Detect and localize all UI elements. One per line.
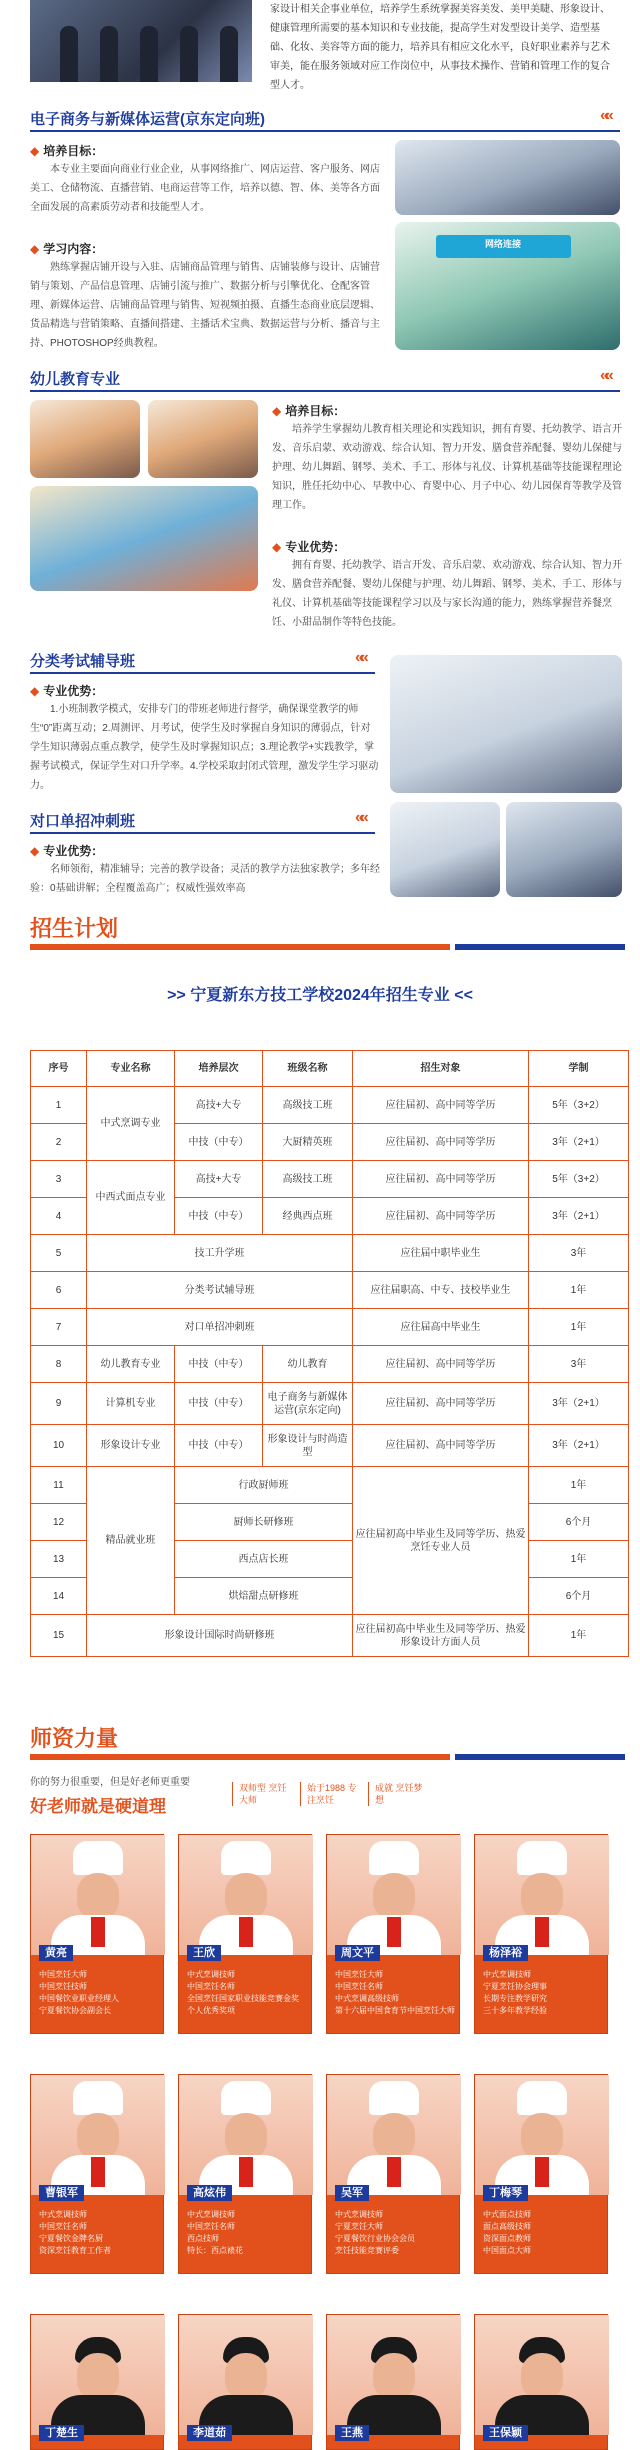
- table-cell: 应往届中职毕业生: [353, 1235, 529, 1272]
- plan-heading: 招生计划: [30, 916, 119, 941]
- stripe-red: [30, 944, 450, 950]
- table-cell: 高技+大专: [175, 1087, 263, 1124]
- table-row: [31, 1425, 629, 1467]
- top-paragraph: 家设计相关企事业单位，培养学生系统掌握美容美发、美甲美睫、形象设计、健康管理所需要的基本知识和专业技能，提高学生对发型设计美学、造型基础、化妆、美容等方面的能力，培养具有相应文化水平，良好职业素养与艺术审美，能在服务领域对应工作岗位中，从事技术操作、营销和管理工作的复合型人才。: [270, 4, 610, 91]
- exam-title: 分类考试辅导班: [30, 653, 136, 670]
- table-row: [31, 1309, 629, 1346]
- table-cell: 14: [31, 1578, 87, 1615]
- tag: 成就 烹饪梦想: [368, 1782, 428, 1806]
- teacher-name: 王燕: [335, 2425, 369, 2441]
- table-cell: 西点店长班: [175, 1541, 353, 1578]
- table-cell: 形象设计国际时尚研修班: [87, 1615, 353, 1657]
- table-cell: 厨师长研修班: [175, 1504, 353, 1541]
- table-cell: 3年（2+1）: [529, 1383, 629, 1425]
- table-cell: 1年: [529, 1467, 629, 1504]
- table-cell: 应往届高中毕业生: [353, 1309, 529, 1346]
- teacher-card: [474, 1834, 608, 2034]
- table-cell: 3年（2+1）: [529, 1124, 629, 1161]
- student-figure: [180, 26, 198, 82]
- header-cell: 专业名称: [87, 1051, 175, 1087]
- table-cell: 4: [31, 1198, 87, 1235]
- teachers-heading: 师资力量: [30, 1726, 119, 1751]
- teacher-portrait: [475, 2315, 609, 2435]
- teacher-card: [326, 2074, 460, 2274]
- teacher-portrait: [179, 2315, 313, 2435]
- teachers-sub: 你的努力很重要，但是好老师更重要: [30, 1777, 190, 1788]
- teacher-name: 王保颖: [483, 2425, 528, 2441]
- chevron-icon: ««: [600, 107, 610, 124]
- teacher-card: [30, 2314, 164, 2450]
- section-divider: [30, 130, 620, 132]
- chevron-icon: ««: [355, 809, 365, 826]
- table-row: [31, 1615, 629, 1657]
- sprint-photo-2: [506, 802, 622, 897]
- table-cell: 应往届初、高中同等学历: [353, 1425, 529, 1467]
- table-cell: 高级技工班: [263, 1161, 353, 1198]
- students-photo: [30, 0, 252, 82]
- table-cell: 6: [31, 1272, 87, 1309]
- teacher-card: [474, 2314, 608, 2450]
- teacher-desc: 中国烹饪大师 中国烹饪名师 中式烹调高级技师 第十六届中国食育节中国烹饪大师: [335, 1970, 455, 2015]
- table-cell: 应往届初、高中同等学历: [353, 1087, 529, 1124]
- teacher-name: 吴军: [335, 2185, 369, 2201]
- student-figure: [220, 26, 238, 82]
- table-cell: 计算机专业: [87, 1383, 175, 1425]
- table-cell: 应往届初、高中同等学历: [353, 1383, 529, 1425]
- sprint-title: 对口单招冲刺班: [30, 813, 136, 830]
- table-cell: 形象设计与时尚造型: [263, 1425, 353, 1467]
- table-row: [31, 1235, 629, 1272]
- chevron-icon: ««: [355, 649, 365, 666]
- kids-goal-text: 培养学生掌握幼儿教育相关理论和实践知识，拥有育婴、托幼教学、语言开发、音乐启蒙、欢动游戏、综合认知、智力开发、膳食营养配餐、婴幼儿保健与护理、幼儿舞蹈、钢琴、美术、手工、形体与礼仪、计算机基础等技能课程理论知识，胜任托幼中心、早教中心、育婴中心、月子中心、幼儿园保育等教学及管理工作。: [272, 424, 622, 511]
- header-cell: 学制: [529, 1051, 629, 1087]
- stripe-red: [30, 1754, 450, 1760]
- teacher-portrait: [179, 2075, 313, 2195]
- teacher-desc: 中式烹调技师 中国烹饪名师 全国烹饪国家职业技能竞赛金奖 个人优秀奖项: [187, 1970, 299, 2015]
- teacher-desc: 中式烹调技师 中国烹饪名师 宁夏餐饮金牌名厨 资深烹饪教育工作者: [39, 2210, 111, 2255]
- teacher-card: [326, 1834, 460, 2034]
- section-divider: [30, 390, 620, 392]
- exam-adv-heading: ◆ 专业优势：: [30, 684, 104, 698]
- table-cell: 1年: [529, 1309, 629, 1346]
- lab-banner: 网络连接: [436, 235, 571, 258]
- table-cell: 烘焙甜点研修班: [175, 1578, 353, 1615]
- header-cell: 培养层次: [175, 1051, 263, 1087]
- table-cell: 中技（中专）: [175, 1198, 263, 1235]
- table-cell: 1: [31, 1087, 87, 1124]
- teacher-name: 王欣: [187, 1945, 221, 1961]
- table-cell: 中技（中专）: [175, 1425, 263, 1467]
- teacher-portrait: [31, 1835, 165, 1955]
- table-cell: 9: [31, 1383, 87, 1425]
- exam-adv-text: 1.小班制教学模式，安排专门的带班老师进行督学，确保课堂教学的师生“0”距离互动；2.周测评、月考试，使学生及时掌握自身知识的薄弱点，针对学生知识薄弱点重点教学，使学生及时掌握知识点；3.理论教学+实践教学，掌握考试模式，保证学生对口升学率。4.学校采取封闭式管理，激发学生学习驱动力。: [30, 704, 379, 791]
- table-header-row: [31, 1051, 629, 1087]
- ecommerce-title: 电子商务与新媒体运营(京东定向班): [30, 111, 265, 128]
- header-cell: 招生对象: [353, 1051, 529, 1087]
- teacher-portrait: [179, 1835, 313, 1955]
- stripe-blue: [455, 944, 625, 950]
- table-cell: 5: [31, 1235, 87, 1272]
- table-cell: 15: [31, 1615, 87, 1657]
- table-cell: 2: [31, 1124, 87, 1161]
- table-cell: 12: [31, 1504, 87, 1541]
- teacher-portrait: [31, 2075, 165, 2195]
- table-cell: 技工升学班: [87, 1235, 353, 1272]
- kids-class-photo: [30, 400, 140, 478]
- teacher-name: 周文平: [335, 1945, 380, 1961]
- table-cell: 大厨精英班: [263, 1124, 353, 1161]
- teacher-card: [178, 2314, 312, 2450]
- kids-adv-heading: ◆ 专业优势：: [272, 540, 346, 554]
- teacher-card: [326, 2314, 460, 2450]
- table-cell: 3年（2+1）: [529, 1425, 629, 1467]
- kids-play-photo: [30, 486, 258, 591]
- student-figure: [140, 26, 158, 82]
- table-cell: 中技（中专）: [175, 1346, 263, 1383]
- teacher-desc: 中式烹调技师 宁夏烹饪协会理事 长期专注教学研究 三十多年教学经验: [483, 1970, 547, 2015]
- teacher-name: 李道茹: [187, 2425, 232, 2441]
- table-cell: 应往届初高中毕业生及同等学历、热爱形象设计方面人员: [353, 1615, 529, 1657]
- table-row: [31, 1272, 629, 1309]
- table-cell: 7: [31, 1309, 87, 1346]
- table-cell: 13: [31, 1541, 87, 1578]
- table-cell: 中式烹调专业: [87, 1087, 175, 1161]
- table-cell: 高技+大专: [175, 1161, 263, 1198]
- ecommerce-goal-text: 本专业主要面向商业行业企业，从事网络推广、网店运营、客户服务、网店美工、仓储物流、直播营销、电商运营等工作，培养以德、智、体、美等各方面全面发展的高素质劳动者和技能型人才。: [30, 164, 380, 213]
- table-cell: 6个月: [529, 1578, 629, 1615]
- table-cell: 3年: [529, 1346, 629, 1383]
- table-cell: 应往届初、高中同等学历: [353, 1346, 529, 1383]
- kids-goal-heading: ◆ 培养目标：: [272, 404, 346, 418]
- teacher-desc: 中国烹饪大师 中国烹饪技师 中国餐饮业职业经理人 宁夏餐饮协会副会长: [39, 1970, 119, 2015]
- table-cell: 1年: [529, 1615, 629, 1657]
- teacher-name: 高炫伟: [187, 2185, 232, 2201]
- teacher-card: [30, 1834, 164, 2034]
- teacher-portrait: [475, 2075, 609, 2195]
- teacher-portrait: [327, 2315, 461, 2435]
- teacher-name: 曹银军: [39, 2185, 84, 2201]
- plan-table-title: >> 宁夏新东方技工学校2024年招生专业 <<: [167, 987, 473, 1004]
- table-cell: 应往届初、高中同等学历: [353, 1124, 529, 1161]
- stripe-blue: [455, 1754, 625, 1760]
- tag: 双师型 烹饪大师: [232, 1782, 292, 1806]
- section-divider: [30, 832, 375, 834]
- teacher-card: [178, 1834, 312, 2034]
- teacher-name: 丁楚生: [39, 2425, 84, 2441]
- table-cell: 电子商务与新媒体运营(京东定向): [263, 1383, 353, 1425]
- table-row: [31, 1087, 629, 1124]
- table-cell: 分类考试辅导班: [87, 1272, 353, 1309]
- teacher-portrait: [475, 1835, 609, 1955]
- teacher-name: 黄亮: [39, 1945, 73, 1961]
- table-cell: 5年（3+2）: [529, 1161, 629, 1198]
- student-figure: [100, 26, 118, 82]
- teacher-card: [474, 2074, 608, 2274]
- table-cell: 应往届初高中毕业生及同等学历、热爱烹饪专业人员: [353, 1467, 529, 1615]
- table-cell: 6个月: [529, 1504, 629, 1541]
- header-cell: 班级名称: [263, 1051, 353, 1087]
- teacher-desc: 中式烹调技师 中国烹饪名师 西点技师 特长：西点裱花: [187, 2210, 243, 2255]
- table-cell: 幼儿教育专业: [87, 1346, 175, 1383]
- teacher-card: [30, 2074, 164, 2274]
- tag: 始于1988 专注烹饪: [300, 1782, 360, 1806]
- teacher-card: [178, 2074, 312, 2274]
- table-cell: 对口单招冲刺班: [87, 1309, 353, 1346]
- table-row: [31, 1467, 629, 1504]
- table-cell: 高级技工班: [263, 1087, 353, 1124]
- table-row: [31, 1383, 629, 1425]
- kids-adv-text: 拥有育婴、托幼教学、语言开发、音乐启蒙、欢动游戏、综合认知、智力开发、膳食营养配餐、婴幼儿保健与护理、幼儿舞蹈、钢琴、美术、手工、形体与礼仪、计算机基础等技能课程学习以及与家长沟通的能力，熟练掌握营养餐烹饪、小甜品制作等特色技能。: [272, 560, 622, 628]
- table-row: [31, 1161, 629, 1198]
- table-cell: 10: [31, 1425, 87, 1467]
- table-cell: 3: [31, 1161, 87, 1198]
- table-cell: 1年: [529, 1541, 629, 1578]
- ecommerce-goal-heading: ◆ 培养目标：: [30, 144, 104, 158]
- teacher-desc: 中式面点技师 面点高级技师 资深面点教师 中国面点大师: [483, 2210, 531, 2255]
- student-figure: [60, 26, 78, 82]
- table-cell: 11: [31, 1467, 87, 1504]
- table-cell: 幼儿教育: [263, 1346, 353, 1383]
- exam-class-photo: [390, 655, 622, 793]
- teacher-portrait: [31, 2315, 165, 2435]
- section-divider: [30, 672, 375, 674]
- teachers-slogan: 好老师就是硬道理: [30, 1797, 166, 1816]
- table-cell: 3年（2+1）: [529, 1198, 629, 1235]
- teacher-name: 杨泽裕: [483, 1945, 528, 1961]
- table-cell: 中技（中专）: [175, 1383, 263, 1425]
- table-cell: 中技（中专）: [175, 1124, 263, 1161]
- table-row: [31, 1346, 629, 1383]
- ecommerce-learn-heading: ◆ 学习内容：: [30, 242, 104, 256]
- table-cell: 应往届初、高中同等学历: [353, 1198, 529, 1235]
- table-cell: 行政厨师班: [175, 1467, 353, 1504]
- header-cell: 序号: [31, 1051, 87, 1087]
- sprint-photo-1: [390, 802, 500, 897]
- table-cell: 应往届职高、中专、技校毕业生: [353, 1272, 529, 1309]
- top-section: [0, 0, 640, 100]
- teacher-desc: 中式烹调技师 宁夏烹饪大师 宁夏餐饮行业协会会员 烹饪技能竞赛评委: [335, 2210, 415, 2255]
- table-cell: 5年（3+2）: [529, 1087, 629, 1124]
- chevron-icon: ««: [600, 367, 610, 384]
- table-cell: 3年: [529, 1235, 629, 1272]
- teachers-tags: [232, 1782, 428, 1806]
- table-cell: 经典西点班: [263, 1198, 353, 1235]
- teacher-name: 丁梅琴: [483, 2185, 528, 2201]
- table-cell: 精品就业班: [87, 1467, 175, 1615]
- kids-title: 幼儿教育专业: [30, 371, 121, 388]
- teacher-portrait: [327, 1835, 461, 1955]
- sprint-adv-text: 名师领衔，精准辅导；完善的教学设备；灵活的教学方法独家教学；多年经验：0基础讲解；全程覆盖高广；权威性强效率高: [30, 864, 380, 894]
- teacher-portrait: [327, 2075, 461, 2195]
- kids-reading-photo: [148, 400, 258, 478]
- enrollment-table: [30, 1050, 629, 1657]
- table-cell: 应往届初、高中同等学历: [353, 1161, 529, 1198]
- table-cell: 形象设计专业: [87, 1425, 175, 1467]
- table-cell: 8: [31, 1346, 87, 1383]
- table-cell: 1年: [529, 1272, 629, 1309]
- computer-class-photo: [395, 140, 620, 215]
- ecommerce-lab-photo: [395, 222, 620, 350]
- sprint-adv-heading: ◆ 专业优势：: [30, 844, 104, 858]
- table-cell: 中西式面点专业: [87, 1161, 175, 1235]
- ecommerce-learn-text: 熟练掌握店铺开设与入驻、店铺商品管理与销售、店铺装修与设计、店铺营销与策划、产品信息管理、店铺引流与推广、数据分析与引擎优化、仓配客管理、新媒体运营、店铺商品管理与销售、短视频拍摄、直播生态商业底层逻辑、货品精选与营销策略、直播间搭建、主播话术宝典、数据运营与分析、播音与主持、PHOTOSHOP经典教程。: [30, 262, 380, 349]
